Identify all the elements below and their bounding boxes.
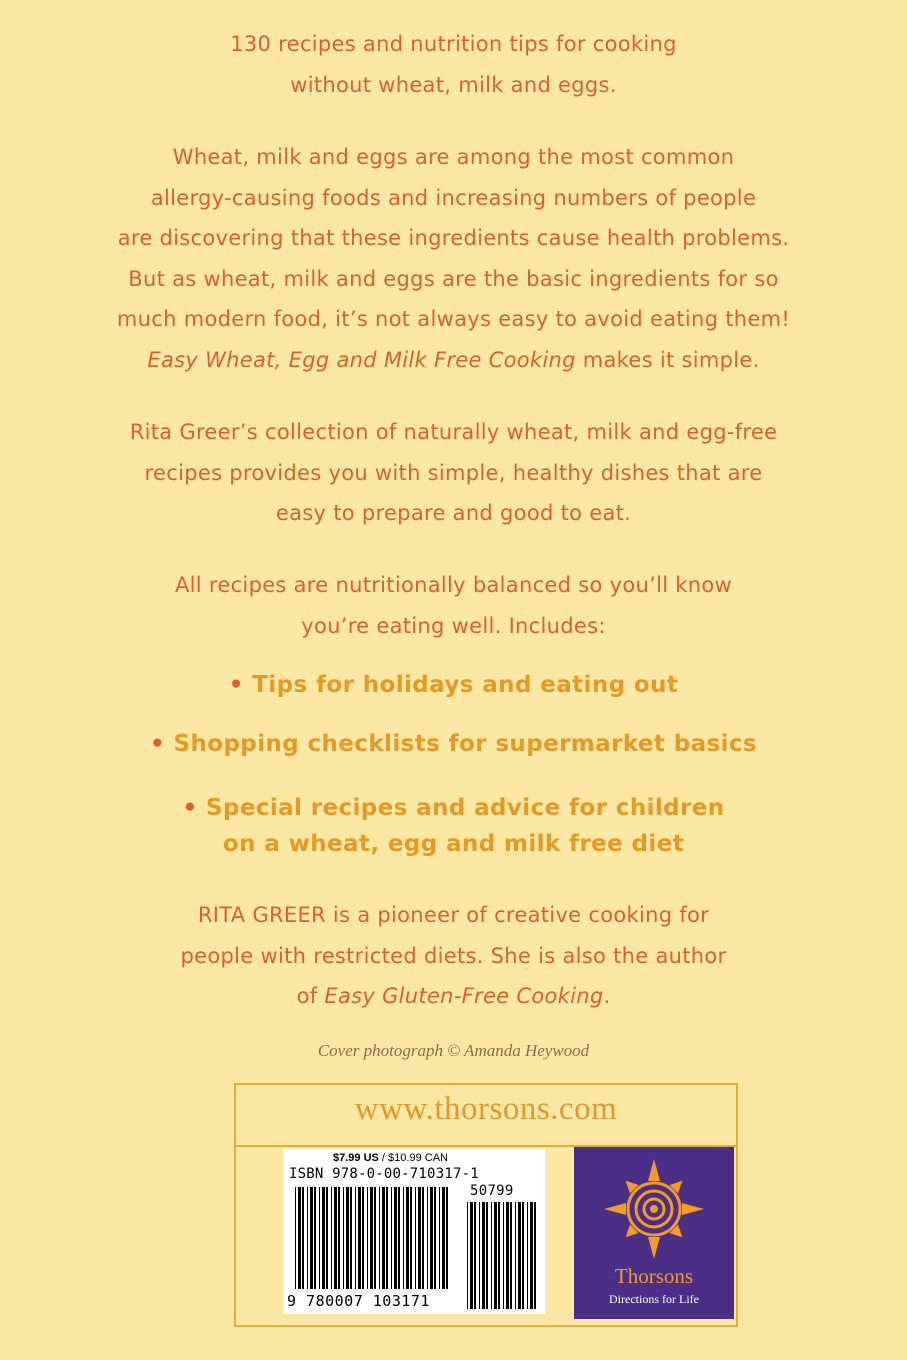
sun-icon	[574, 1147, 734, 1267]
collection-line: easy to prepare and good to eat.	[275, 501, 632, 525]
description-paragraph	[40, 137, 867, 380]
description-line: are discovering that these ingredients cause health problems.	[117, 226, 790, 250]
bullet-icon: •	[228, 672, 244, 698]
website-box	[234, 1083, 738, 1147]
feature-text: on a wheat, egg and milk free diet	[222, 831, 685, 857]
description-line: But as wheat, milk and eggs are the basic ingredients for so	[128, 266, 779, 291]
bullet-icon: •	[182, 795, 198, 821]
author-prefix: of	[296, 984, 325, 1008]
description-line: Wheat, milk and eggs are among the most common	[172, 145, 735, 169]
feature-item	[40, 731, 867, 757]
author-line: RITA GREER is a pioneer of creative cooking for	[197, 903, 710, 927]
intro-line: 130 recipes and nutrition tips for cooking	[230, 32, 677, 56]
author-line	[40, 976, 867, 1017]
thorsons-logo	[574, 1147, 734, 1319]
description-line	[40, 340, 867, 381]
description-line: allergy-causing foods and increasing numbers of people	[150, 185, 757, 210]
book-title: Easy Wheat, Egg and Milk Free Cooking	[147, 347, 576, 372]
collection-line: Rita Greer’s collection of naturally wheat, milk and egg-free	[129, 420, 778, 444]
nutrition-line: you’re eating well. Includes:	[301, 613, 606, 638]
feature-text: Shopping checklists for supermarket basics	[173, 731, 758, 757]
barcode-label	[283, 1149, 545, 1314]
nutrition-line: All recipes are nutritionally balanced so you’ll know	[174, 573, 733, 597]
collection-line: recipes provides you with simple, healthy dishes that are	[144, 460, 763, 485]
nutrition-paragraph	[40, 565, 867, 646]
description-line-rest: makes it simple.	[575, 347, 760, 372]
addon-code: 50799	[470, 1183, 514, 1199]
website-link[interactable]: www.thorsons.com	[354, 1091, 618, 1127]
feature-item	[40, 790, 867, 862]
price-label	[333, 1152, 448, 1164]
bullet-icon: •	[149, 731, 166, 757]
publisher-tagline: Directions for Life	[609, 1292, 699, 1306]
ean-number: 9 780007 103171	[287, 1292, 430, 1310]
price-us: $7.99 US	[333, 1152, 379, 1164]
feature-text: Tips for holidays and eating out	[252, 672, 679, 698]
other-book-title: Easy Gluten-Free Cooking	[324, 984, 604, 1008]
intro-line: without wheat, milk and eggs.	[290, 72, 617, 97]
author-line: people with restricted diets. She is also the author	[180, 943, 727, 968]
description-line: much modern food, it’s not always easy to avoid eating them!	[116, 307, 791, 331]
author-suffix: .	[603, 984, 611, 1008]
intro-text	[40, 24, 867, 105]
feature-item	[40, 672, 867, 698]
feature-text: Special recipes and advice for children	[205, 795, 725, 821]
price-can: / $10.99 CAN	[378, 1152, 448, 1164]
photo-credit: Cover photograph © Amanda Heywood	[317, 1041, 590, 1060]
collection-paragraph	[40, 412, 867, 534]
isbn-number: ISBN 978-0-00-710317-1	[289, 1166, 479, 1182]
author-bio	[40, 895, 867, 1017]
publisher-name: Thorsons	[614, 1264, 694, 1288]
